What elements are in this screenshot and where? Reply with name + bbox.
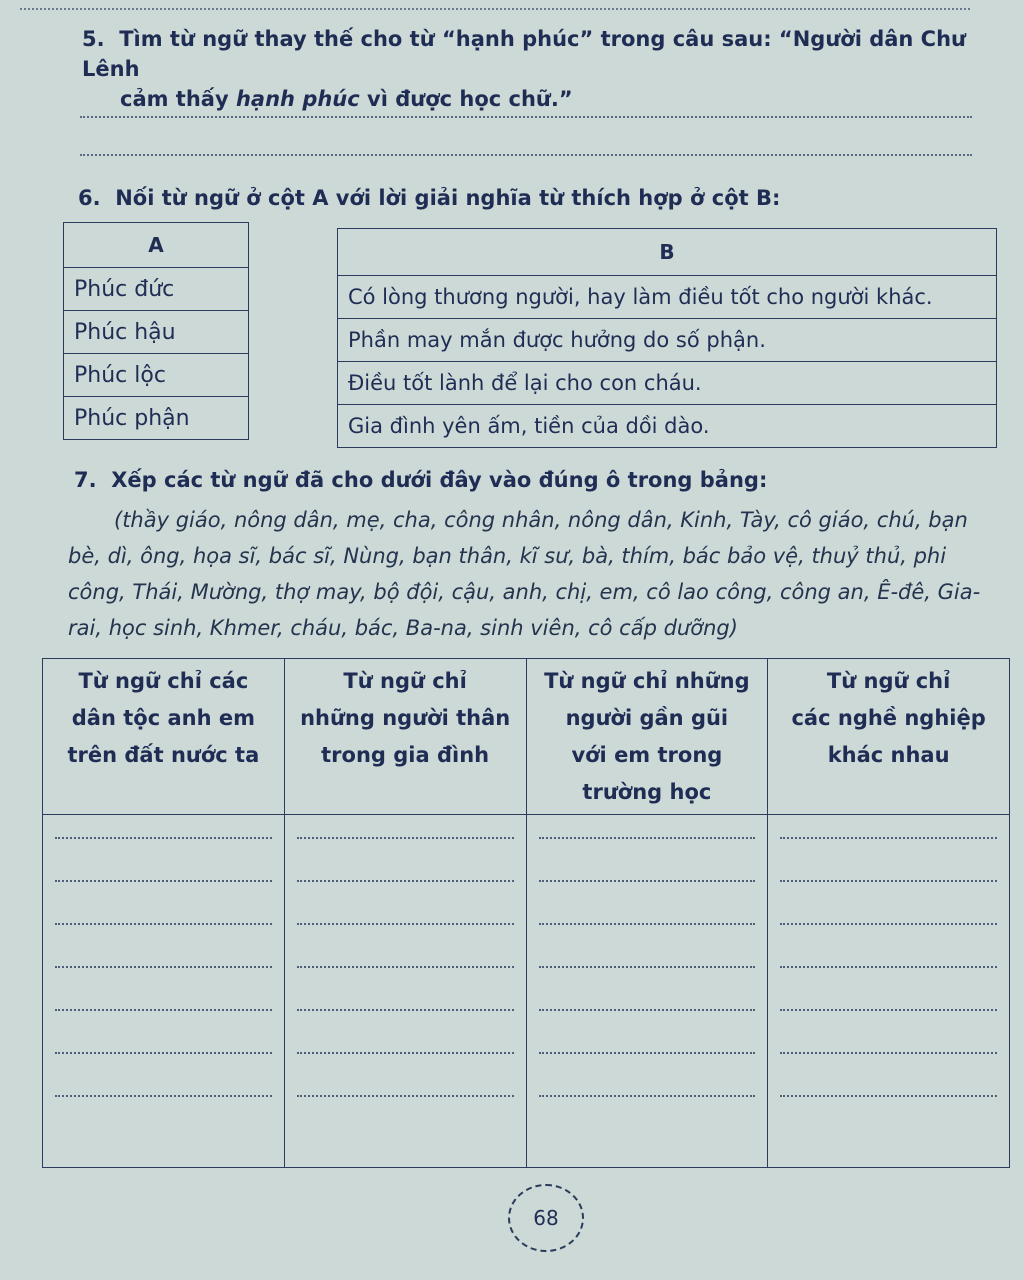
answer-line[interactable] xyxy=(297,837,514,880)
header-line: với em trong xyxy=(571,743,723,767)
column-b-item[interactable]: Có lòng thương người, hay làm điều tốt cho người khác. xyxy=(338,276,997,319)
header-line: Từ ngữ chỉ xyxy=(826,669,951,693)
answer-line[interactable] xyxy=(55,837,272,880)
column-a-header: A xyxy=(64,223,249,268)
answer-line[interactable] xyxy=(297,966,514,1009)
answer-line[interactable] xyxy=(55,880,272,923)
column-b-item[interactable]: Điều tốt lành để lại cho con cháu. xyxy=(338,362,997,405)
question-5-text-line2-start: cảm thấy xyxy=(120,87,236,111)
classification-table xyxy=(42,658,1010,1168)
answer-line[interactable] xyxy=(297,1095,514,1138)
question-7-number: 7. xyxy=(74,468,97,492)
header-line: người gần gũi xyxy=(565,706,729,730)
header-ethnic-groups xyxy=(43,659,285,815)
answer-line[interactable] xyxy=(297,880,514,923)
header-line: trên đất nước ta xyxy=(67,743,260,767)
answer-line[interactable] xyxy=(539,966,756,1009)
answer-line-5a[interactable] xyxy=(80,116,972,118)
answer-line[interactable] xyxy=(780,923,997,966)
answer-line-5b[interactable] xyxy=(80,154,972,156)
header-line: khác nhau xyxy=(827,743,950,767)
question-5-text-line2-end: vì được học chữ.” xyxy=(359,87,573,111)
header-line: các nghề nghiệp xyxy=(791,706,986,730)
question-7 xyxy=(74,468,767,492)
answer-line[interactable] xyxy=(297,923,514,966)
column-b-header: B xyxy=(338,229,997,276)
answer-line[interactable] xyxy=(55,966,272,1009)
question-7-text: Xếp các từ ngữ đã cho dưới đây vào đúng ô trong bảng: xyxy=(111,468,768,492)
top-divider xyxy=(20,8,970,10)
word-list: (thầy giáo, nông dân, mẹ, cha, công nhân, nông dân, Kinh, Tày, cô giáo, chú, bạn bè, dì, ông, họa sĩ, bác sĩ, Nùng, bạn thân, kĩ sư, bà, thím, bác bảo vệ, thuỷ thủ, phi công, Thái, Mường, thợ may, bộ đội, cậu, anh, chị, em, cô lao công, công an, Ê-đê, Gia-rai, học sinh, Khmer, cháu, bác, Ba-na, sinh viên, cô cấp dưỡng) xyxy=(68,508,981,640)
answer-column-ethnic[interactable] xyxy=(43,815,285,1168)
column-a-item[interactable]: Phúc phận xyxy=(64,397,249,440)
answer-column-school[interactable] xyxy=(526,815,768,1168)
header-line: Từ ngữ chỉ xyxy=(343,669,467,693)
header-occupations xyxy=(768,659,1010,815)
answer-line[interactable] xyxy=(55,923,272,966)
answer-column-occupations[interactable] xyxy=(768,815,1010,1168)
answer-line[interactable] xyxy=(780,966,997,1009)
question-5-italic-word: hạnh phúc xyxy=(235,87,360,111)
header-line: Từ ngữ chỉ những xyxy=(544,669,750,693)
answer-line[interactable] xyxy=(539,1095,756,1138)
header-school-people xyxy=(526,659,768,815)
column-a-table xyxy=(63,222,249,440)
answer-line[interactable] xyxy=(297,1009,514,1052)
question-6-number: 6. xyxy=(78,186,101,210)
header-line: Từ ngữ chỉ các xyxy=(78,669,249,693)
header-family-members xyxy=(284,659,526,815)
question-6-text: Nối từ ngữ ở cột A với lời giải nghĩa từ thích hợp ở cột B: xyxy=(115,186,781,210)
answer-line[interactable] xyxy=(55,1095,272,1138)
question-6 xyxy=(78,186,780,210)
header-line: những người thân xyxy=(300,706,511,730)
question-5 xyxy=(82,24,982,114)
column-a-item[interactable]: Phúc lộc xyxy=(64,354,249,397)
answer-line[interactable] xyxy=(55,1052,272,1095)
column-b-item[interactable]: Gia đình yên ấm, tiền của dồi dào. xyxy=(338,405,997,448)
answer-line[interactable] xyxy=(55,1009,272,1052)
answer-column-family[interactable] xyxy=(284,815,526,1168)
question-5-text-line1: Tìm từ ngữ thay thế cho từ “hạnh phúc” trong câu sau: “Người dân Chư Lênh xyxy=(82,27,966,81)
question-5-number: 5. xyxy=(82,27,105,51)
page-number: 68 xyxy=(508,1184,584,1252)
answer-line[interactable] xyxy=(539,1052,756,1095)
answer-line[interactable] xyxy=(780,1052,997,1095)
answer-line[interactable] xyxy=(539,837,756,880)
answer-line[interactable] xyxy=(539,923,756,966)
answer-line[interactable] xyxy=(780,880,997,923)
column-a-item[interactable]: Phúc hậu xyxy=(64,311,249,354)
column-b-item[interactable]: Phần may mắn được hưởng do số phận. xyxy=(338,319,997,362)
answer-line[interactable] xyxy=(539,1009,756,1052)
answer-line[interactable] xyxy=(780,1095,997,1138)
column-a-item[interactable]: Phúc đức xyxy=(64,268,249,311)
answer-line[interactable] xyxy=(780,1009,997,1052)
answer-line[interactable] xyxy=(780,837,997,880)
header-line: trường học xyxy=(582,780,712,804)
header-line: dân tộc anh em xyxy=(71,706,255,730)
answer-line[interactable] xyxy=(539,880,756,923)
answer-line[interactable] xyxy=(297,1052,514,1095)
column-b-table xyxy=(337,228,997,448)
header-line: trong gia đình xyxy=(321,743,490,767)
